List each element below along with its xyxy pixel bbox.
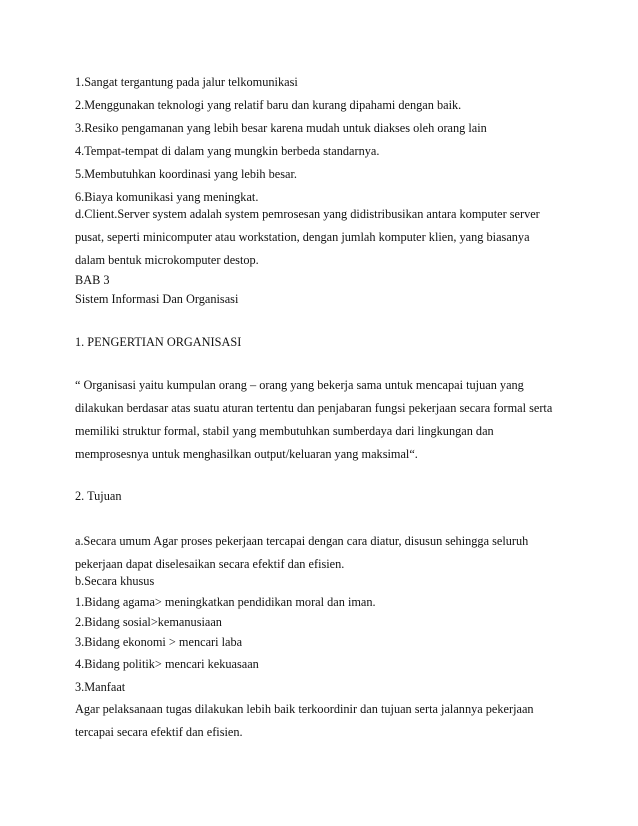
- text-line: 3.Manfaat: [75, 680, 126, 694]
- text-line: b.Secara khusus: [75, 574, 155, 588]
- text-line: memprosesnya untuk menghasilkan output/keluaran yang maksimal“.: [75, 447, 418, 461]
- text-line: “ Organisasi yaitu kumpulan orang – orang yang bekerja sama untuk mencapai tujuan yang: [75, 378, 524, 392]
- text-line: d.Client.Server system adalah system pemrosesan yang didistribusikan antara komputer server: [75, 207, 540, 221]
- text-line: 5.Membutuhkan koordinasi yang lebih besar.: [75, 167, 297, 181]
- text-line: 3.Resiko pengamanan yang lebih besar karena mudah untuk diakses oleh orang lain: [75, 121, 487, 135]
- text-line: pekerjaan dapat diselesaikan secara efektif dan efisien.: [75, 557, 345, 571]
- section-heading: 1. PENGERTIAN ORGANISASI: [75, 335, 242, 349]
- text-line: pusat, seperti minicomputer atau workstation, dengan jumlah komputer klien, yang biasanya: [75, 230, 530, 244]
- heading-bab: BAB 3: [75, 273, 110, 287]
- text-line: 6.Biaya komunikasi yang meningkat.: [75, 190, 259, 204]
- list-item: 3.Bidang ekonomi > mencari laba: [75, 635, 243, 649]
- section-heading: 2. Tujuan: [75, 489, 122, 503]
- text-line: Agar pelaksanaan tugas dilakukan lebih baik terkoordinir dan tujuan serta jalannya pekerjaan: [75, 702, 534, 716]
- text-line: tercapai secara efektif dan efisien.: [75, 725, 243, 739]
- text-line: 4.Tempat-tempat di dalam yang mungkin berbeda standarnya.: [75, 144, 380, 158]
- text-line: dilakukan berdasar atas suatu aturan tertentu dan penjabaran fungsi pekerjaan secara formal serta: [75, 401, 553, 415]
- heading-title: Sistem Informasi Dan Organisasi: [75, 292, 239, 306]
- text-line: dalam bentuk microkomputer destop.: [75, 253, 259, 267]
- text-line: 1.Sangat tergantung pada jalur telkomunikasi: [75, 75, 298, 89]
- text-line: memiliki struktur formal, stabil yang membutuhkan sumberdaya dari lingkungan dan: [75, 424, 494, 438]
- list-item: 1.Bidang agama> meningkatkan pendidikan moral dan iman.: [75, 595, 376, 609]
- text-line: a.Secara umum Agar proses pekerjaan tercapai dengan cara diatur, disusun sehingga seluruh: [75, 534, 529, 548]
- list-item: 2.Bidang sosial>kemanusiaan: [75, 615, 222, 629]
- list-item: 4.Bidang politik> mencari kekuasaan: [75, 657, 259, 671]
- text-line: 2.Menggunakan teknologi yang relatif baru dan kurang dipahami dengan baik.: [75, 98, 462, 112]
